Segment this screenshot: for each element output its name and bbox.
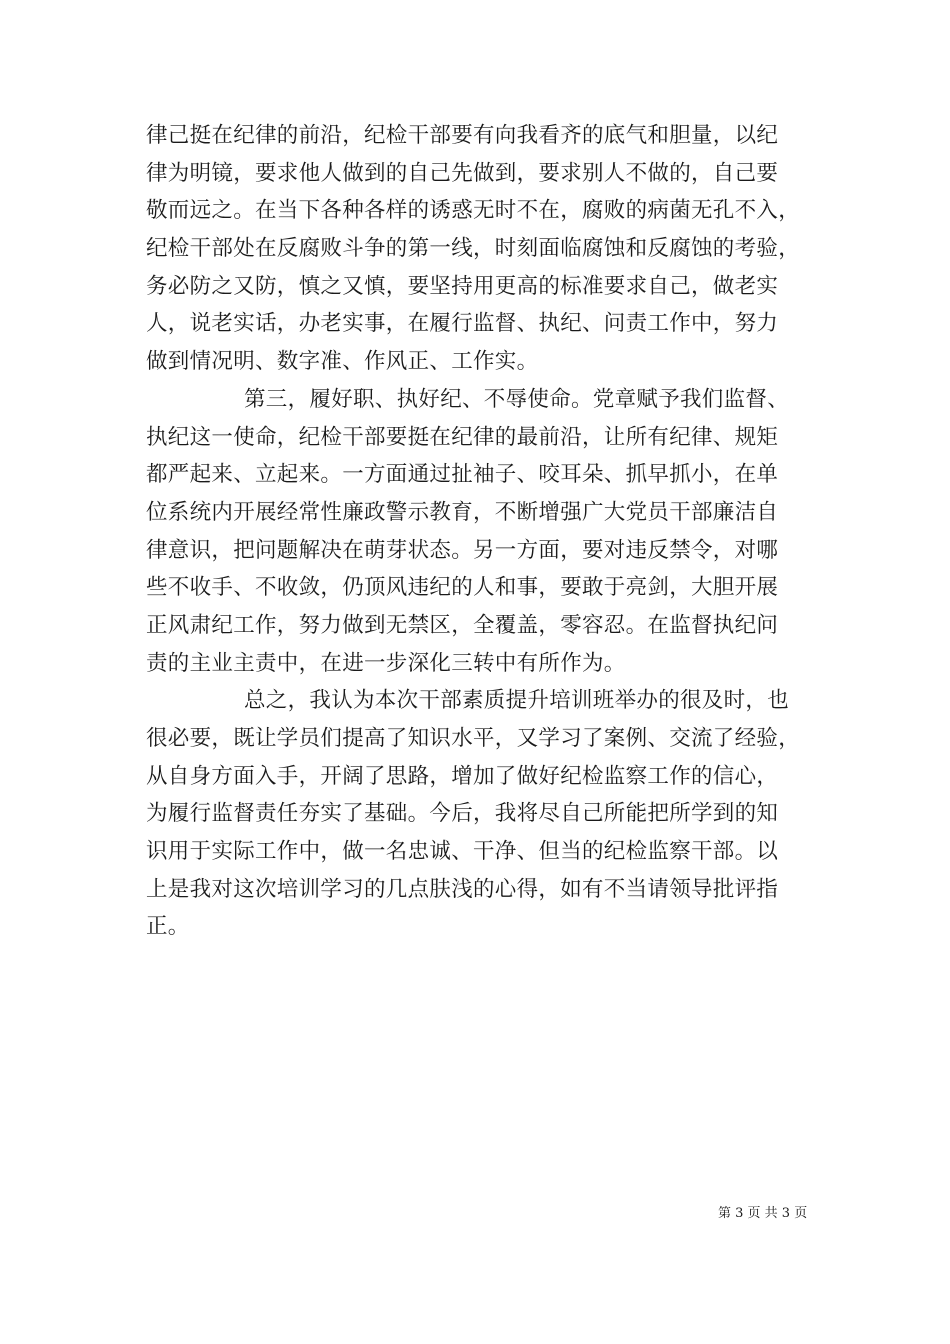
text-line: 正风肃纪工作，努力做到无禁区，全覆盖，零容忍。在监督执纪问 xyxy=(146,612,779,638)
text-line: 人，说老实话，办老实事，在履行监督、执纪、问责工作中，努力 xyxy=(146,311,779,337)
text-line: 敬而远之。在当下各种各样的诱惑无时不在，腐败的病菌无孔不入， xyxy=(146,198,801,224)
paragraph-2 xyxy=(146,381,811,683)
page-number: 第 3 页 共 3 页 xyxy=(718,1206,808,1221)
text-line: 些不收手、不收敛，仍顶风违纪的人和事，要敢于亮剑，大胆开展 xyxy=(146,575,779,601)
text-line: 识用于实际工作中，做一名忠诚、干净、但当的纪检监察干部。以 xyxy=(146,839,779,865)
text-line-first: 总之，我认为本次干部素质提升培训班举办的很及时，也 xyxy=(244,688,790,714)
text-line: 律为明镜，要求他人做到的自己先做到，要求别人不做的，自己要 xyxy=(146,160,779,186)
document-body xyxy=(146,117,811,946)
text-line: 从自身方面入手，开阔了思路，增加了做好纪检监察工作的信心， xyxy=(146,763,779,789)
text-line: 都严起来、立起来。一方面通过扯袖子、咬耳朵、抓早抓小，在单 xyxy=(146,462,779,488)
text-line: 很必要，既让学员们提高了知识水平，又学习了案例、交流了经验， xyxy=(146,726,801,751)
text-line: 务必防之又防，慎之又慎，要坚持用更高的标准要求自己，做老实 xyxy=(146,273,779,299)
text-line: 责的主业主责中，在进一步深化三转中有所作为。 xyxy=(146,650,626,676)
paragraph-1 xyxy=(146,117,811,381)
text-line: 为履行监督责任夯实了基础。今后，我将尽自己所能把所学到的知 xyxy=(146,801,779,827)
text-line: 位系统内开展经常性廉政警示教育，不断增强广大党员干部廉洁自 xyxy=(146,499,779,525)
text-line: 纪检干部处在反腐败斗争的第一线，时刻面临腐蚀和反腐蚀的考验， xyxy=(146,236,801,262)
text-line: 律己挺在纪律的前沿，纪检干部要有向我看齐的底气和胆量，以纪 xyxy=(146,123,779,148)
text-line: 律意识，把问题解决在萌芽状态。另一方面，要对违反禁令，对哪 xyxy=(146,537,779,563)
text-line: 正。 xyxy=(146,914,190,940)
text-line-first: 第三，履好职、执好纪、不辱使命。党章赋予我们监督、 xyxy=(244,386,790,412)
text-line: 做到情况明、数字准、作风正、工作实。 xyxy=(146,349,539,375)
text-line: 上是我对这次培训学习的几点肤浅的心得，如有不当请领导批评指 xyxy=(146,876,779,902)
text-line: 执纪这一使命，纪检干部要挺在纪律的最前沿，让所有纪律、规矩 xyxy=(146,424,779,450)
paragraph-3 xyxy=(146,682,811,946)
